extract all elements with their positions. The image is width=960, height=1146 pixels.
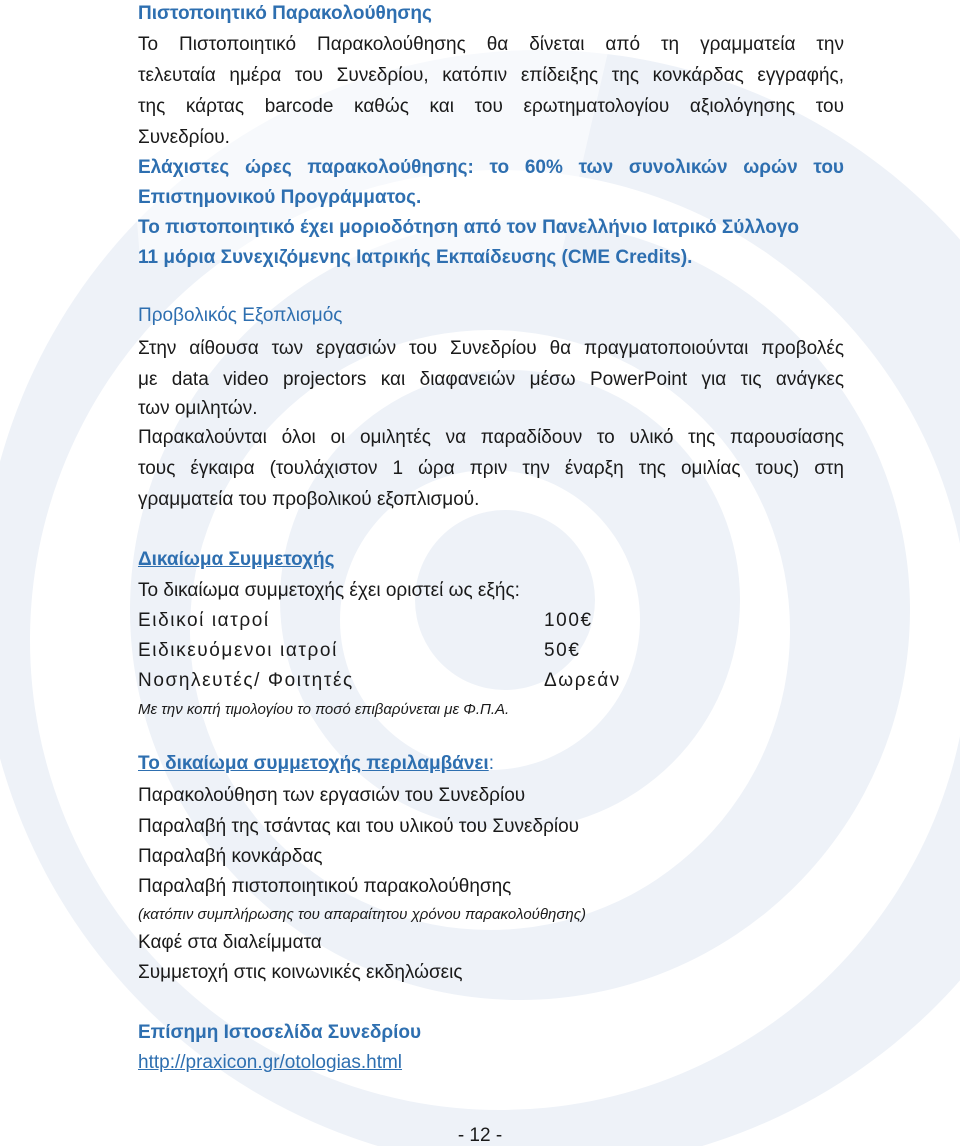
certificate-credits: Το πιστοποιητικό έχει μοριοδότηση από τον Πανελλήνιο Ιατρικό Σύλλογο [138,217,800,238]
fee-row-label: Νοσηλευτές/ Φοιτητές [138,670,354,691]
website-heading: Επίσημη Ιστοσελίδα Συνεδρίου [138,1022,422,1043]
projection-text-line: τους έγκαιρα (τουλάχιστον 1 ώρα πριν την έναρξη της ομιλίας τους) στη [138,458,844,479]
projection-text-line: των ομιλητών. [138,398,258,419]
projection-text-line: γραμματεία του προβολικού εξοπλισμού. [138,489,480,510]
fee-row-price: Δωρεάν [544,670,621,691]
certificate-text-line: Το Πιστοποιητικό Παρακολούθησης θα δίνεται από τη γραμματεία την [138,34,844,55]
certificate-min-hours: Ελάχιστες ώρες παρακολούθησης: το 60% των συνολικών ωρών του [138,157,844,178]
includes-item: Παραλαβή πιστοποιητικού παρακολούθησης [138,876,512,897]
fee-row-label: Ειδικευόμενοι ιατροί [138,640,338,661]
certificate-heading: Πιστοποιητικό Παρακολούθησης [138,3,432,24]
projection-text-line: Παρακαλούνται όλοι οι ομιλητές να παραδίδουν το υλικό της παρουσίασης [138,427,844,448]
certificate-text-line: Συνεδρίου. [138,127,230,148]
includes-note: (κατόπιν συμπλήρωσης του απαραίτητου χρόνου παρακολούθησης) [138,906,587,923]
page-number: - 12 - [457,1125,503,1146]
fee-row-label: Ειδικοί ιατροί [138,610,270,631]
certificate-min-hours: Επιστημονικού Προγράμματος. [138,187,422,208]
includes-item: Παραλαβή της τσάντας και του υλικού του Συνεδρίου [138,816,580,837]
projection-heading: Προβολικός Εξοπλισμός [138,305,343,326]
fees-vat-note: Με την κοπή τιμολογίου το ποσό επιβαρύνεται με Φ.Π.Α. [138,701,510,718]
includes-heading-colon: : [488,753,494,774]
includes-item: Καφέ στα διαλείμματα [138,932,322,953]
certificate-text-line: τελευταία ημέρα του Συνεδρίου, κατόπιν επίδειξης της κονκάρδας εγγραφής, [138,65,844,86]
fee-row-price: 50€ [544,640,581,661]
fees-heading: Δικαίωμα Συμμετοχής [138,549,335,570]
certificate-credits: 11 μόρια Συνεχιζόμενης Ιατρικής Εκπαίδευσης (CME Credits). [138,247,693,268]
projection-text-line: με data video projectors και διαφανειών μέσω PowerPoint για τις ανάγκες [138,369,844,390]
includes-heading-text: Το δικαίωμα συμμετοχής περιλαμβάνει [138,753,489,774]
fees-intro: Το δικαίωμα συμμετοχής έχει οριστεί ως εξής: [138,580,520,601]
certificate-text-line: της κάρτας barcode καθώς και του ερωτηματολογίου αξιολόγησης του [138,96,844,117]
website-link[interactable]: http://praxicon.gr/otologias.html [138,1052,403,1073]
includes-item: Συμμετοχή στις κοινωνικές εκδηλώσεις [138,962,463,983]
fee-row-price: 100€ [544,610,593,631]
projection-text-line: Στην αίθουσα των εργασιών του Συνεδρίου θα πραγματοποιούνται προβολές [138,338,844,359]
includes-item: Παραλαβή κονκάρδας [138,846,323,867]
includes-heading [138,752,494,776]
includes-item: Παρακολούθηση των εργασιών του Συνεδρίου [138,785,526,806]
